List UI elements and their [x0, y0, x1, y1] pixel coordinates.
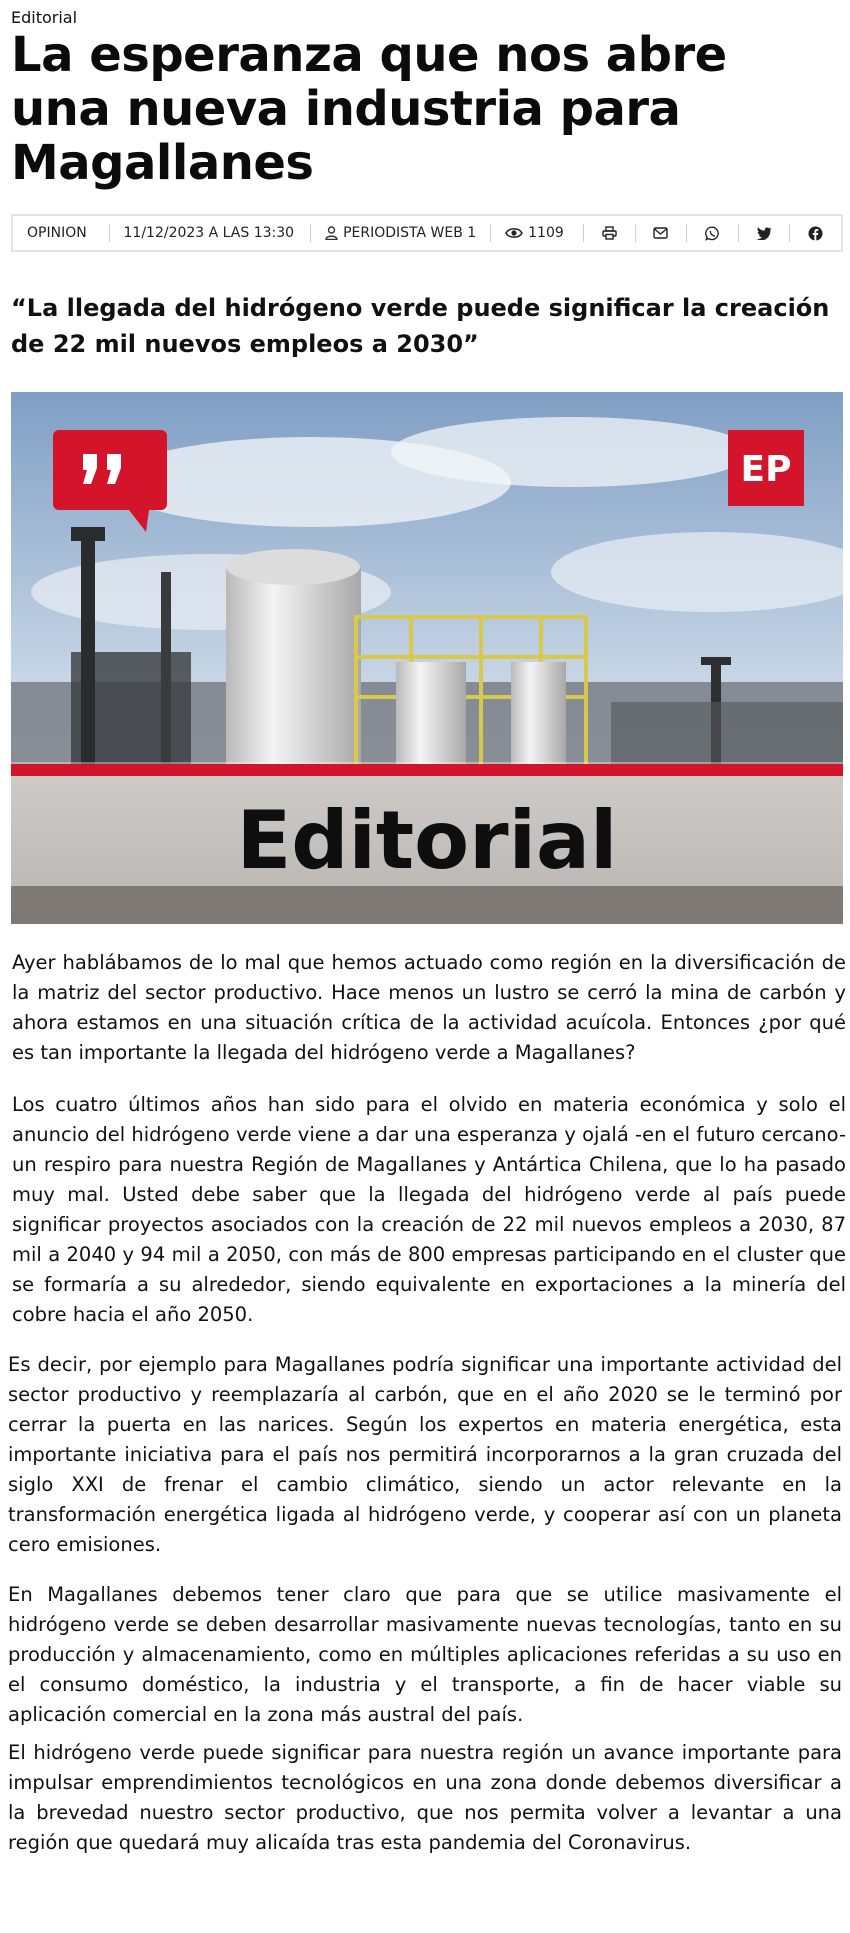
whatsapp-icon — [705, 226, 720, 241]
twitter-share-button[interactable] — [739, 216, 790, 250]
article-paragraph: El hidrógeno verde puede significar para nuestra región un avance importante para impulsar emprendimientos tecnológicos en una zona donde debemos diversificar a la brevedad nuestro sector productivo, que nos permita volver a levantar a una región que quedará muy alicaída tras esta pandemia del Coronavirus. — [8, 1741, 842, 1854]
view-count — [491, 216, 583, 250]
ep-logo — [728, 430, 804, 506]
section-label[interactable]: Editorial — [11, 8, 78, 27]
article-paragraph: Es decir, por ejemplo para Magallanes podría significar una importante actividad del sector productivo y reemplazaría al carbón, que en el año 2020 se le terminó por cerrar la puerta en las narices. Según los expertos en materia energética, esta importante iniciativa para el país nos permitirá incorporarnos a la gran cruzada del siglo XXI de frenar el cambio climático, siendo un actor relevante en la transformación energética ligada al hidrógeno verde, y cooperar así con un planeta cero emisiones. — [8, 1353, 842, 1556]
facebook-icon — [808, 226, 823, 241]
view-count-text: 1109 — [528, 225, 564, 241]
article-subtitle-quote: “La llegada del hidrógeno verde puede significar la creación de 22 mil nuevos empleos a 2030” — [11, 294, 830, 358]
red-divider-stripe — [11, 764, 843, 776]
article-paragraph: En Magallanes debemos tener claro que para que se utilice masivamente el hidrógeno verde se deben desarrollar masivamente nuevas tecnologías, tanto en su producción y almacenamiento, como en múltiples aplicaciones referidas a su uso en el consumo doméstico, la industria y el transporte, a fin de hacer viable su aplicación comercial en la zona más austral del país. — [8, 1583, 842, 1726]
facebook-share-button[interactable] — [790, 216, 841, 250]
user-icon — [325, 226, 338, 240]
print-button[interactable] — [584, 216, 635, 250]
whatsapp-share-button[interactable] — [687, 216, 738, 250]
article-meta-bar — [11, 214, 843, 252]
article-paragraph: Ayer hablábamos de lo mal que hemos actuado como región en la diversificación de la matriz del sector productivo. Hace menos un lustro se cerró la mina de carbón y ahora estamos en una situación crítica de la actividad acuícola. Entonces ¿por qué es tan importante la llegada del hidrógeno verde a Magallanes? — [12, 951, 846, 1064]
industrial-plant-illustration — [11, 392, 843, 924]
editorial-banner-text: Editorial — [236, 794, 618, 887]
article-title: La esperanza que nos abre una nueva industria para Magallanes — [11, 27, 727, 191]
print-icon — [602, 226, 617, 240]
article-paragraph: Los cuatro últimos años han sido para el olvido en materia económica y solo el anuncio del hidrógeno verde viene a dar una esperanza y ojalá -en el futuro cercano- un respiro para nuestra Región de Magallanes y Antártica Chilena, que lo ha pasado muy mal. Usted debe saber que la llegada del hidrógeno verde al país puede significar proyectos asociados con la creación de 22 mil nuevos empleos a 2030, 87 mil a 2040 y 94 mil a 2050, con más de 800 empresas participando en el cluster que se formaría a su alrededor, siendo equivalente en exportaciones a la minería del cobre hacia el año 2050. — [12, 1093, 846, 1326]
author-link[interactable] — [311, 216, 490, 250]
ep-logo-text: EP — [740, 449, 792, 490]
author-name: PERIODISTA WEB 1 — [343, 225, 477, 241]
publish-date — [110, 216, 311, 250]
category-label: OPINION — [27, 225, 87, 241]
category-link[interactable] — [13, 216, 109, 250]
email-share-button[interactable] — [636, 216, 687, 250]
eye-icon — [505, 227, 523, 239]
twitter-icon — [756, 227, 772, 240]
mail-icon — [653, 227, 668, 239]
publish-date-text: 11/12/2023 A LAS 13:30 — [123, 225, 295, 241]
article-hero-image — [11, 392, 843, 924]
